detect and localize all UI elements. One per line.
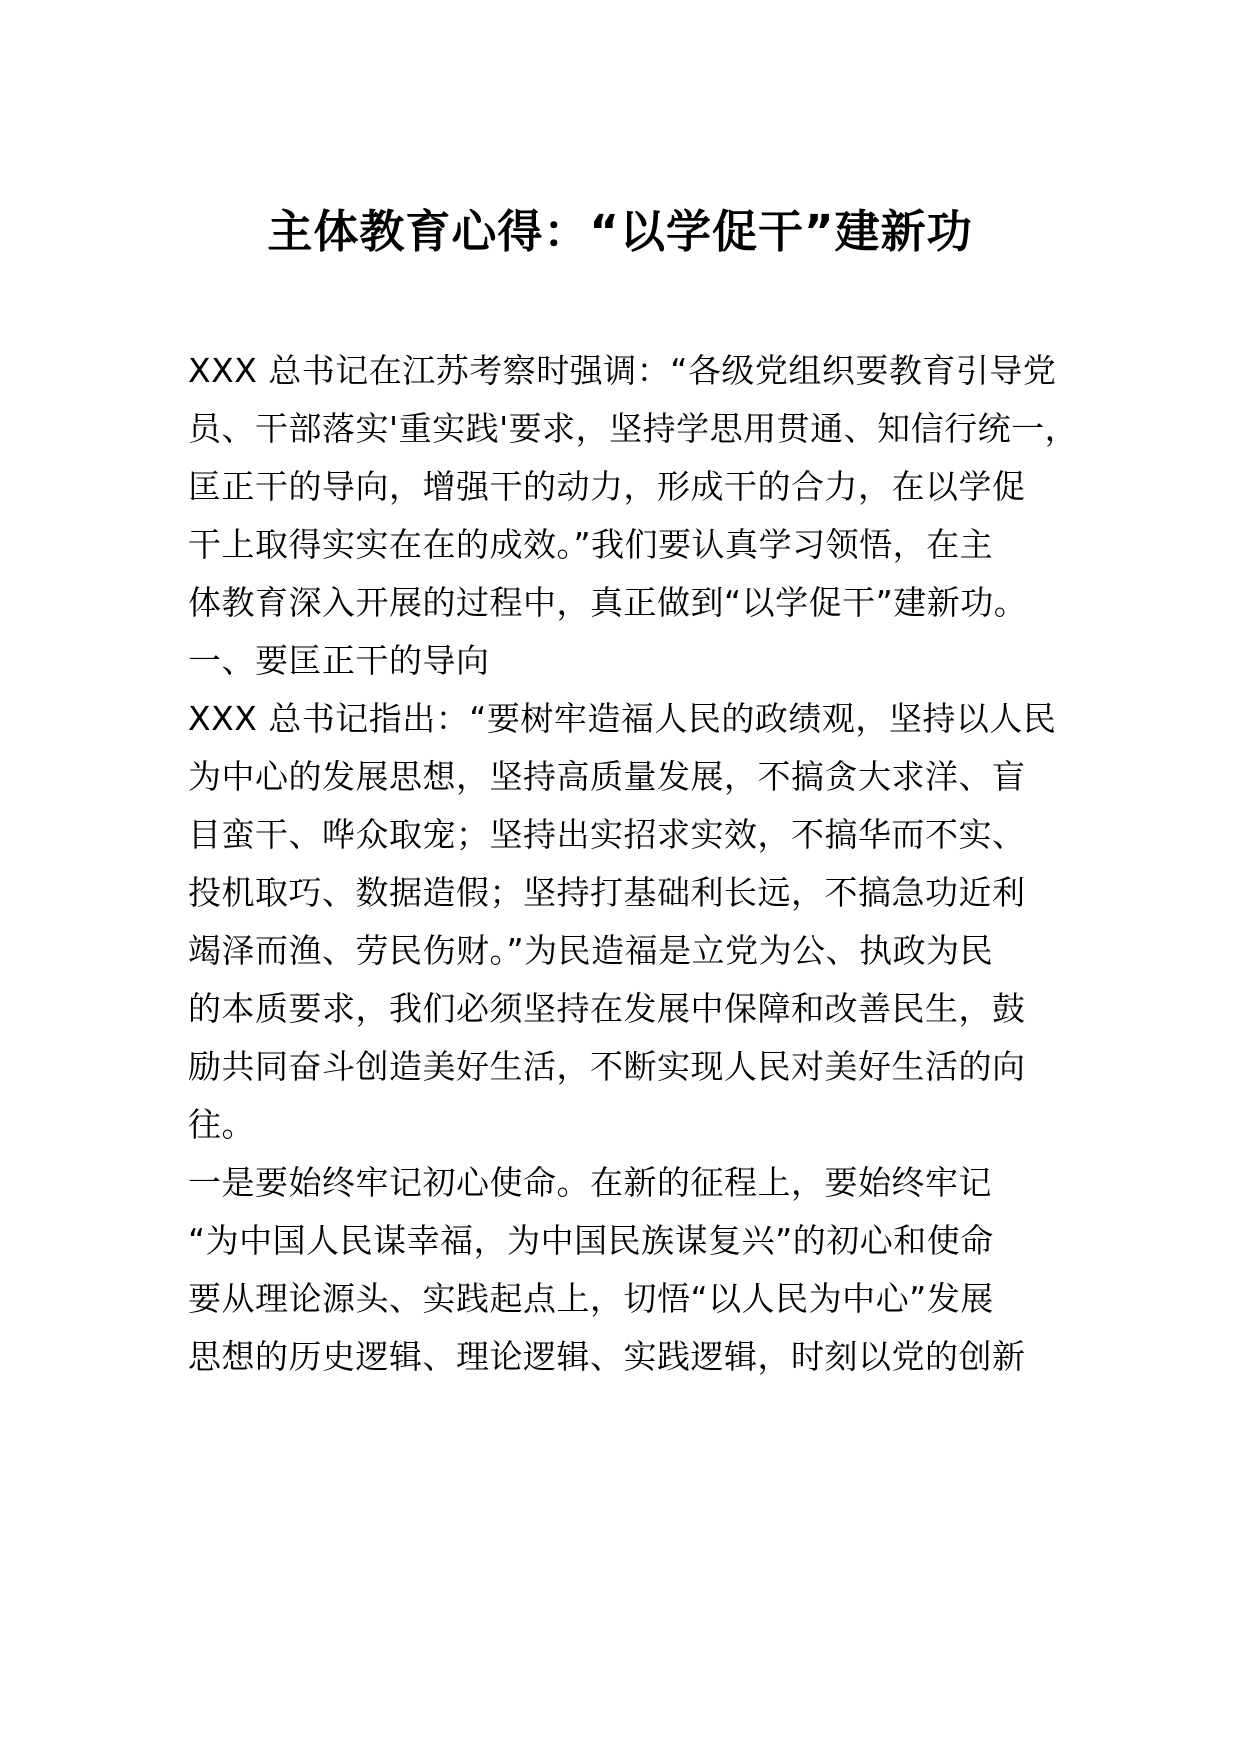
- paragraph-line: 往。: [188, 1105, 255, 1144]
- paragraph-line: 竭泽而渔、劳民伤财。”为民造福是立党为公、执政为民: [188, 931, 994, 970]
- document-title: 主体教育心得：“以学促干”建新功: [267, 205, 973, 258]
- paragraph-line: 励共同奋斗创造美好生活，不断实现人民对美好生活的向: [188, 1047, 1026, 1086]
- section-heading: 一、要匡正干的导向: [188, 641, 490, 680]
- paragraph-line: 匡正干的导向，增强干的动力，形成干的合力，在以学促: [188, 467, 1026, 506]
- paragraph-line: 要从理论源头、实践起点上，切悟“以人民为中心”发展: [188, 1279, 994, 1318]
- paragraph-line: XXX 总书记指出：“要树牢造福人民的政绩观，坚持以人民: [188, 699, 1057, 738]
- paragraph-line: 干上取得实实在在的成效。”我们要认真学习领悟，在主: [188, 525, 994, 564]
- paragraph-line: 的本质要求，我们必须坚持在发展中保障和改善民生，鼓: [188, 989, 1026, 1028]
- paragraph-line: 员、干部落实'重实践'要求，坚持学思用贯通、知信行统一，: [188, 409, 1079, 448]
- paragraph-line: 投机取巧、数据造假；坚持打基础利长远，不搞急功近利: [188, 873, 1026, 912]
- paragraph-line: “为中国人民谋幸福，为中国民族谋复兴”的初心和使命: [188, 1221, 994, 1260]
- paragraph-line: XXX 总书记在江苏考察时强调：“各级党组织要教育引导党: [188, 351, 1057, 390]
- paragraph-line: 思想的历史逻辑、理论逻辑、实践逻辑，时刻以党的创新: [188, 1337, 1026, 1376]
- paragraph-line: 体教育深入开展的过程中，真正做到“以学促干”建新功。: [188, 583, 1028, 622]
- paragraph-line: 一是要始终牢记初心使命。在新的征程上，要始终牢记: [188, 1163, 992, 1202]
- paragraph-line: 目蛮干、哗众取宠；坚持出实招求实效，不搞华而不实、: [188, 815, 1026, 854]
- paragraph-line: 为中心的发展思想，坚持高质量发展，不搞贪大求洋、盲: [188, 757, 1026, 796]
